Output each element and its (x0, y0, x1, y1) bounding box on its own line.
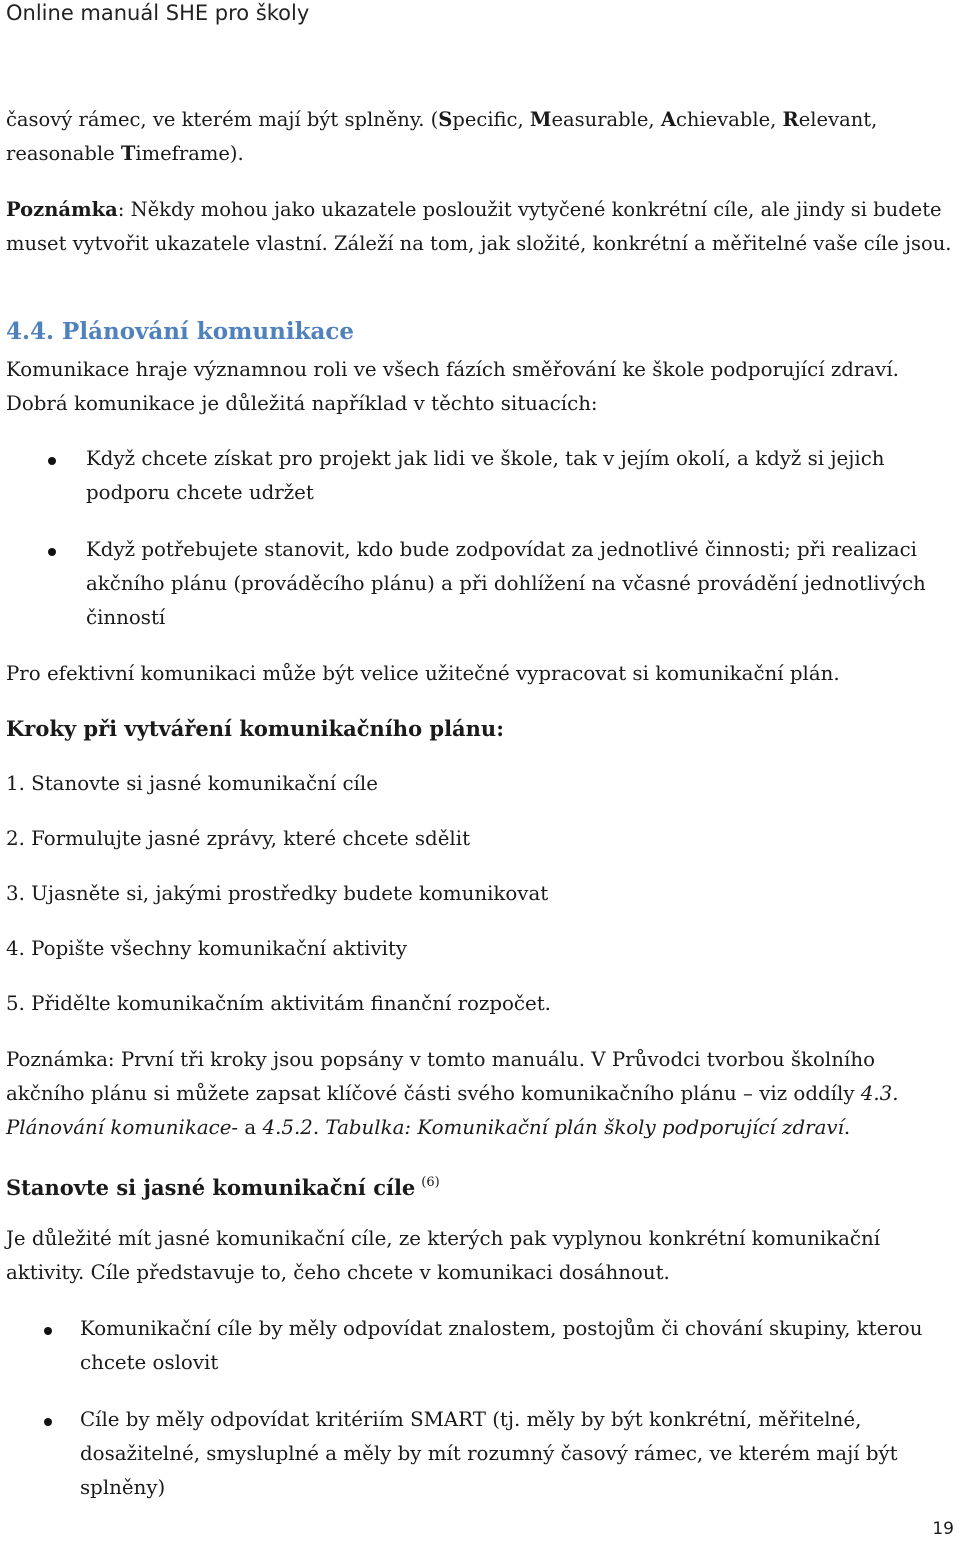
list-item-text: Komunikační cíle by měly odpovídat znalostem, postojům či chování skupiny, kterou chcete oslovit (80, 1317, 923, 1374)
bullet-icon (48, 457, 56, 465)
list-item-text: Když potřebujete stanovit, kdo bude zodpovídat za jednotlivé činnosti; při realizaci akčního plánu (prováděcího plánu) a při dohlížení na včasné provádění jednotlivých činností (86, 538, 926, 629)
word-specific: pecific, (452, 108, 530, 131)
list-item-text: Když chcete získat pro projekt jak lidi ve škole, tak v jejím okolí, a když si jejich podporu chcete udržet (86, 447, 885, 504)
letter-r: R (782, 108, 799, 131)
word-measurable: easurable, (551, 108, 661, 131)
word-timeframe: imeframe). (135, 142, 244, 165)
plan-intro: Pro efektivní komunikaci může být velice užitečné vypracovat si komunikační plán. (6, 662, 840, 685)
continuation-text: časový rámec, ve kterém mají být splněny. ( (6, 108, 439, 131)
goals-reference: (6) (421, 1175, 440, 1190)
section-heading (6, 316, 354, 348)
step-item: 5. Přidělte komunikačním aktivitám finanční rozpočet. (6, 992, 551, 1015)
note-2-and: a (238, 1116, 263, 1139)
letter-a: A (660, 108, 676, 131)
bullet-icon (44, 1418, 52, 1426)
letter-t: T (120, 142, 136, 165)
note-paragraph (6, 193, 954, 261)
section-number: 4.4. (6, 318, 55, 345)
step-item: 3. Ujasněte si, jakými prostředky budete komunikovat (6, 882, 549, 905)
note-label: Poznámka (6, 198, 118, 221)
page-number: 19 (932, 1519, 954, 1539)
list-item-text: Cíle by měly odpovídat kritériím SMART (tj. měly by být konkrétní, měřitelné, dosažitelné, smysluplné a měly by mít rozumný časový rámec, ve kterém mají být splněny) (80, 1408, 898, 1499)
goals-heading-text: Stanovte si jasné komunikační cíle (6, 1175, 416, 1200)
goals-paragraph: Je důležité mít jasné komunikační cíle, ze kterých pak vyplynou konkrétní komunikační aktivity. Cíle představuje to, čeho chcete v komunikaci dosáhnout. (6, 1227, 881, 1284)
step-item: 2. Formulujte jasné zprávy, které chcete sdělit (6, 827, 471, 850)
continuation-paragraph (6, 103, 954, 171)
word-achievable: chievable, (675, 108, 783, 131)
note-2-end: . (843, 1116, 851, 1139)
note-2-reference-1: 4.3. Plánování komunikace- (6, 1082, 899, 1139)
word-relevant: elevant, reasonable (6, 108, 878, 165)
section-title: Plánování komunikace (62, 318, 355, 345)
bullet-icon (48, 548, 56, 556)
step-item: 4. Popište všechny komunikační aktivity (6, 937, 408, 960)
note-text: : Někdy mohou jako ukazatele posloužit vytyčené konkrétní cíle, ale jindy si budete muset vytvořit ukazatele vlastní. Záleží na tom, jak složité, konkrétní a měřitelné vaše cíle jsou. (6, 198, 952, 255)
note-2-reference-2: 4.5.2. Tabulka: Komunikační plán školy podporující zdraví (262, 1116, 844, 1139)
note-2-text: Poznámka: První tři kroky jsou popsány v tomto manuálu. V Průvodci tvorbou školního akčního plánu si můžete zapsat klíčové části svého komunikačního plánu – viz oddíly (6, 1048, 875, 1105)
step-item: 1. Stanovte si jasné komunikační cíle (6, 772, 378, 795)
steps-heading: Kroky při vytváření komunikačního plánu: (6, 716, 504, 741)
bullet-icon (44, 1327, 52, 1335)
goals-heading (6, 1166, 956, 1205)
letter-s: S (438, 108, 453, 131)
note-2-paragraph (6, 1043, 956, 1145)
running-header: Online manuál SHE pro školy (6, 1, 310, 25)
letter-m: M (529, 108, 552, 131)
section-intro: Komunikace hraje významnou roli ve všech fázích směřování ke škole podporující zdraví. Dobrá komunikace je důležitá například v těchto situacích: (6, 358, 899, 415)
